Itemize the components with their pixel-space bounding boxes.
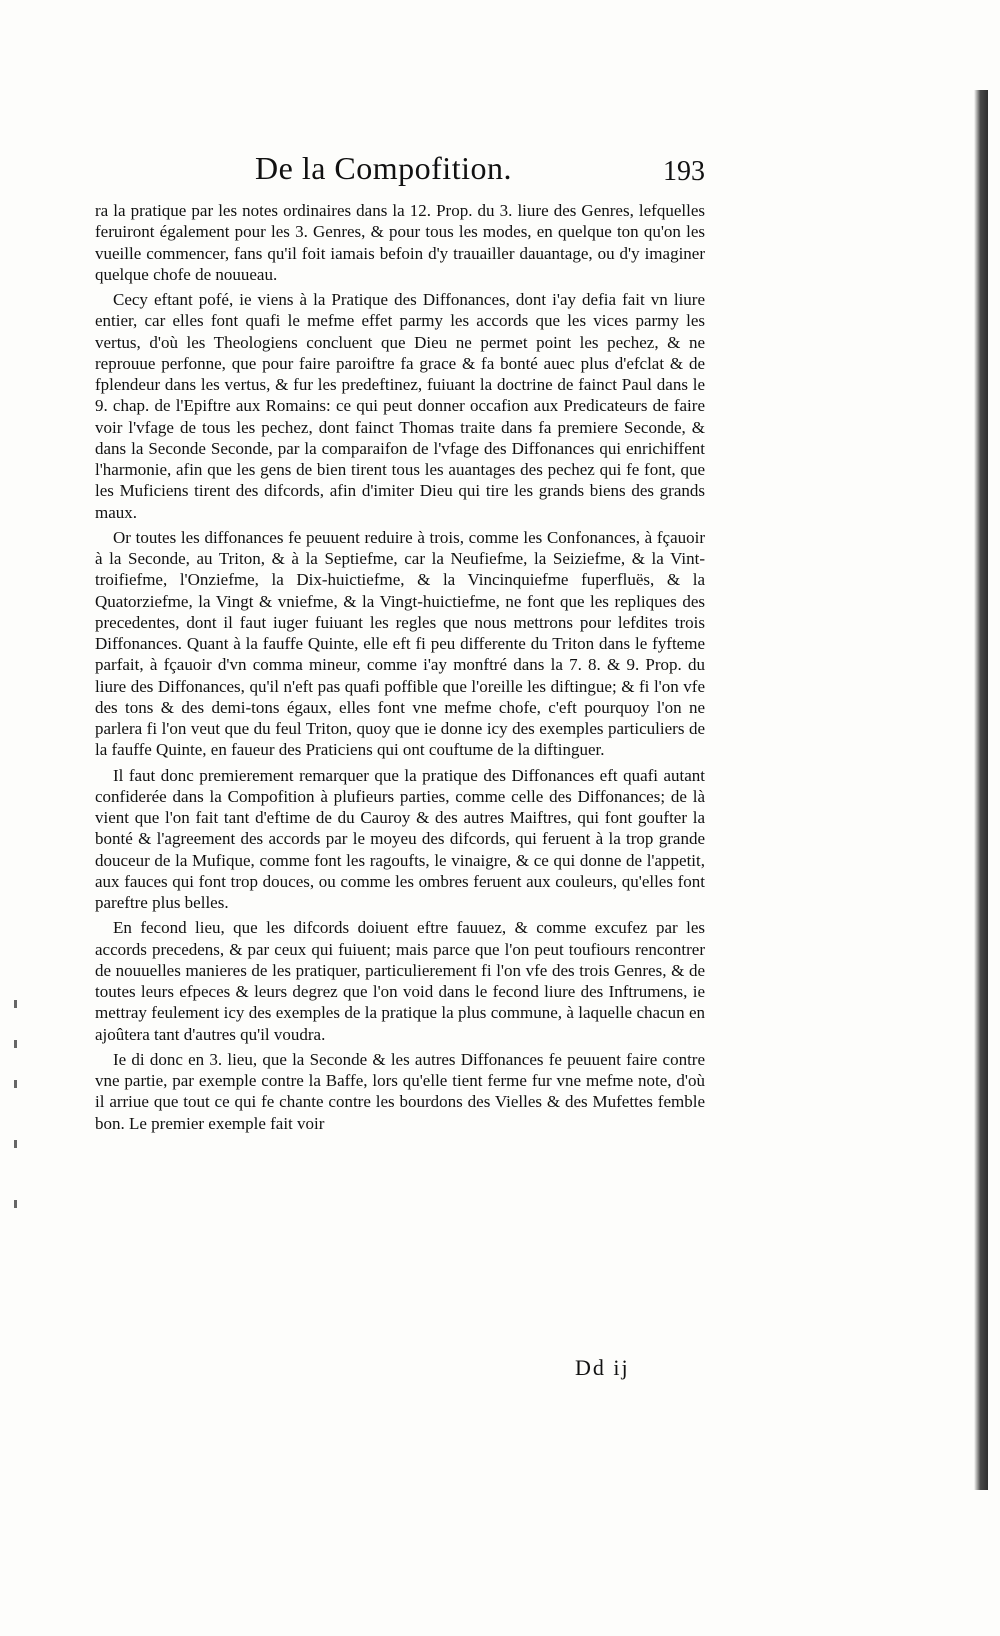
paragraph-2: Cecy eftant pofé, ie viens à la Pratique des Diffonances, dont i'ay defia fait vn liure entier, car elles font quafi le mefme effet parmy les accords que les vices parmy les vertus, d'où les Theologiens concluent que Dieu ne permet point les pechez, & ne reprouue perfonne, que pour faire paroiftre fa grace & fa bonté auec plus d'efclat & de fplendeur dans les vertus, & fur les predeftinez, fuiuant la doctrine de fainct Paul dans le 9. chap. de l'Epiftre aux Romains: ce qui peut donner occafion aux Predicateurs de faire voir l'vfage de tous les pechez, dont fainct Thomas traite dans fa premiere Seconde, & dans la Seconde Seconde, par la comparaifon de l'vfage des Diffonances qui enrichiffent l'harmonie, afin que les gens de bien tirent tous les auantages des pechez qui fe font, que les Muficiens tirent des difcords, afin d'imiter Dieu qui tire les grands biens des grands maux. bbox=[95, 290, 705, 522]
page-edge-shadow bbox=[974, 90, 988, 1490]
margin-marks bbox=[14, 1000, 22, 1240]
paragraph-4: Il faut donc premierement remarquer que la pratique des Diffonances eft quafi autant confiderée dans la Compofition à plufieurs parties, comme celle des Diffonances; de là vient que l'on fait tant d'eftime de du Cauroy & des autres Maiftres, qui font goufter la bonté & l'agreement des accords par le moyeu des difcords, qui feruent à la trop grande douceur de la Mufique, comme font les ragoufts, le vinaigre, & ce qui donne de l'appetit, aux fauces qui font trop douces, ou comme les ombres feruent aux couleurs, qu'elles font pareftre plus belles. bbox=[95, 765, 705, 912]
page-header bbox=[95, 150, 705, 198]
running-title: De la Compofition. bbox=[255, 150, 512, 186]
paragraph-3: Or toutes les diffonances fe peuuent reduire à trois, comme les Confonances, à fçauoir à la Seconde, au Triton, & à la Septiefme, car la Neufiefme, la Seiziefme, & la Vint-troifiefme, l'Onziefme, la Dix-huictiefme, & la Vincinquiefme fuperfluës, & la Quatorziefme, la Vingt & vniefme, & la Vingt-huictiefme, ne font que les repliques des precedentes, dont il faut iuger fuiuant les regles que nous mettrons pour lefdites trois Diffonances. Quant à la fauffe Quinte, elle eft fi peu differente du Triton dans le fyfteme parfait, à fçauoir d'vn comma mineur, comme i'ay monftré dans la 7. 8. & 9. Prop. du liure des Diffonances, qu'il n'eft pas quafi poffible que l'oreille les diftingue; & fi l'on vfe des tons & des demi-tons égaux, elles font vne mefme chofe, c'eft pourquoy l'on ne parlera fi l'on veut que du feul Triton, quoy que ie donne icy des exemples particuliers de la fauffe Quinte, en faueur des Praticiens qui ont couftume de la diftinguer. bbox=[95, 527, 705, 760]
body-text bbox=[95, 200, 705, 1134]
signature-mark: Dd ij bbox=[575, 1355, 630, 1380]
paragraph-1: ra la pratique par les notes ordinaires dans la 12. Prop. du 3. liure des Genres, lefquelles feruiront également pour les 3. Genres, & pour tous les modes, en quelque ton qu'on les vueille commencer, fans qu'il foit iamais befoin d'y trauailler dauantage, ou d'y imaginer quelque chofe de nouueau. bbox=[95, 201, 705, 284]
paragraph-6: Ie di donc en 3. lieu, que la Seconde & les autres Diffonances fe peuuent faire contre vne partie, par exemple contre la Baffe, lors qu'elle tient ferme fur vne mefme note, d'où il arriue que tout ce qui fe chante contre les bourdons des Vielles & des Mufettes femble bon. Le premier exemple fait voir bbox=[95, 1049, 705, 1133]
paragraph-5: En fecond lieu, que les difcords doiuent eftre fauuez, & comme excufez par les accords precedens, & par ceux qui fuiuent; mais parce que l'on peut toufiours rencontrer de nouuelles manieres de les pratiquer, particulierement fi l'on vfe des trois Genres, & de toutes leurs efpeces & leurs degrez que l'on void dans le fecond liure des Inftrumens, ie mettray feulement icy des exemples de la pratique la plus commune, à laquelle chacun en ajoûtera tant d'autres qu'il voudra. bbox=[95, 918, 705, 1044]
page-number: 193 bbox=[663, 156, 705, 187]
